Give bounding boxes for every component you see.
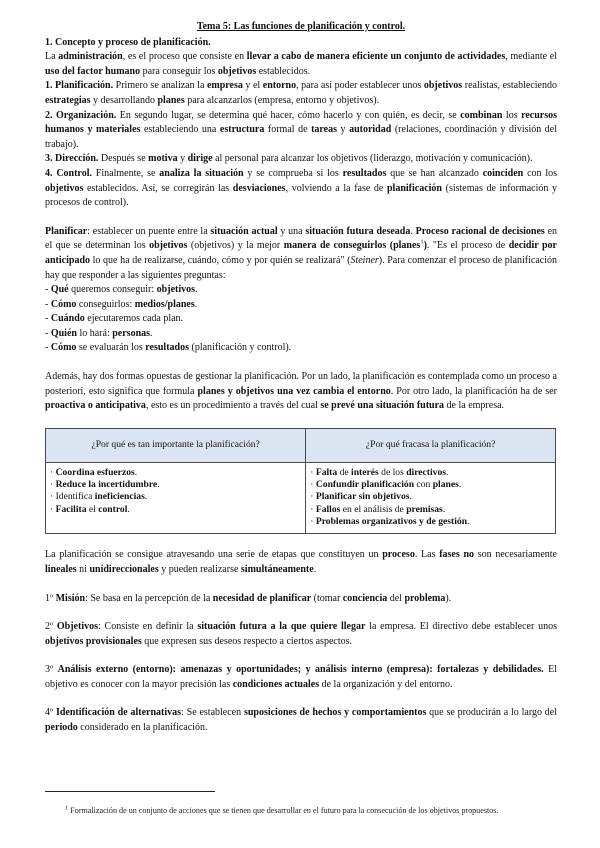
planning-table <box>45 428 556 534</box>
administration-paragraph: La administración, es el proceso que consiste en llevar a cabo de manera eficiente un conjunto de actividades, mediante el uso del factor humano para conseguir los objetivos establecidos. <box>45 51 557 77</box>
step-alternativas: 4º Identificación de alternativas: Se establecen suposiciones de hechos y comportamientos que se producirán a lo largo del periodo considerado en la planificación. <box>45 707 558 734</box>
control-paragraph: 4. Control. Finalmente, se analiza la situación y se comprueba si los resultados que se han alcanzado coinciden con los objetivos establecidos. Así, se corregirán las desviaciones, volviendo a la fase de planificación (sistemas de información y procesos de control). <box>45 167 558 209</box>
table-cell-importance: · Coordina esfuerzos. · Reduce la incertidumbre. · Identifica ineficiencias. · Facilita el control. <box>46 462 306 533</box>
section-heading: 1. Concepto y proceso de planificación. <box>45 36 211 48</box>
question-como-evaluar: - Cómo se evaluarán los resultados (planificación y control). <box>45 342 292 354</box>
planificacion-paragraph: 1. Planificación. Primero se analizan la empresa y el entorno, para así poder establecer unos objetivos realistas, estableciendo estrategias y desarrollando planes para alcanzarlos (empresa, entorno y objetivos). <box>45 80 557 106</box>
formas-paragraph: Además, hay dos formas opuestas de gestionar la planificación. Por un lado, la planificación es contemplada como un proceso a posteriori, esto significa que formula planes y objetivos una vez cambia el entorno. Por otro lado, la planificación ha de ser proactiva o anticipativa, esto es un procedimiento a través del cual se prevé una situación futura de la empresa. <box>45 371 558 412</box>
footnote-reference: 1 <box>420 238 424 246</box>
table-header-importance: ¿Por qué es tan importante la planificación? <box>46 428 306 462</box>
step-mision: 1º Misión: Se basa en la percepción de la necesidad de planificar (tomar conciencia del problema). <box>45 592 452 604</box>
direccion-paragraph: 3. Dirección. Después se motiva y dirige al personal para alcanzar los objetivos (liderazgo, motivación y comunicación). <box>45 153 533 165</box>
footnote: $^1$ Formalización de un conjunto de acciones que se tienen que desarrollar en el futuro para la consecución de los objetivos propuestos. <box>65 804 499 816</box>
table-header-failure: ¿Por qué fracasa la planificación? <box>306 428 556 462</box>
question-que: - Qué queremos conseguir: objetivos. <box>45 284 198 296</box>
table-cell-failure: · Falta de interés de los directivos. · Confundir planificación con planes. · Planificar sin objetivos. · Fallos en el análisis de premisas. · Problemas organizativos y de gestión. <box>306 462 556 533</box>
footnote-divider <box>45 791 215 792</box>
step-analisis: 3º Análisis externo (entorno): amenazas y oportunidades; y análisis interno (empresa): fortalezas y debilidades. El objetivo es conocer con la mayor precisión las condiciones actuales de la organización y del entorno. <box>45 664 558 690</box>
question-cuando: - Cuándo ejecutaremos cada plan. <box>45 313 184 325</box>
planificar-definition: Planificar: establecer un puente entre la situación actual y una situación futura deseada. Proceso racional de decisiones en el que se determinan los objetivos (objetivos) y la mejor manera de conseguirlos (planes$^1$). "Es el proceso de decidir por anticipado lo que ha de realizarse, cuándo, cómo y por quién se realizará" (Steiner). Para comenzar el proceso de planificación hay que responder a las siguientes preguntas: <box>45 225 558 281</box>
question-quien: - Quién lo hará: personas. <box>45 327 153 339</box>
step-objetivos: 2º Objetivos: Consiste en definir la situación futura a la que quiere llegar la empresa. El directivo debe establecer unos objetivos provisionales que expresen sus deseos respecto a ciertos aspectos. <box>45 621 557 647</box>
page-title: Tema 5: Las funciones de planificación y control. <box>196 21 406 32</box>
organizacion-paragraph: 2. Organización. En segundo lugar, se determina qué hacer, cómo hacerlo y con quién, es decir, se combinan los recursos humanos y materiales estableciendo una estructura formal de tareas y autoridad (relaciones, coordinación y división del trabajo). <box>45 109 558 150</box>
document-page <box>45 20 557 736</box>
question-como: - Cómo conseguirlos: medios/planes. <box>45 298 198 310</box>
etapas-paragraph: La planificación se consigue atravesando una serie de etapas que constituyen un proceso. Las fases no son necesariamente lineales ni unidireccionales y pueden realizarse simultáneamente. <box>45 549 557 575</box>
